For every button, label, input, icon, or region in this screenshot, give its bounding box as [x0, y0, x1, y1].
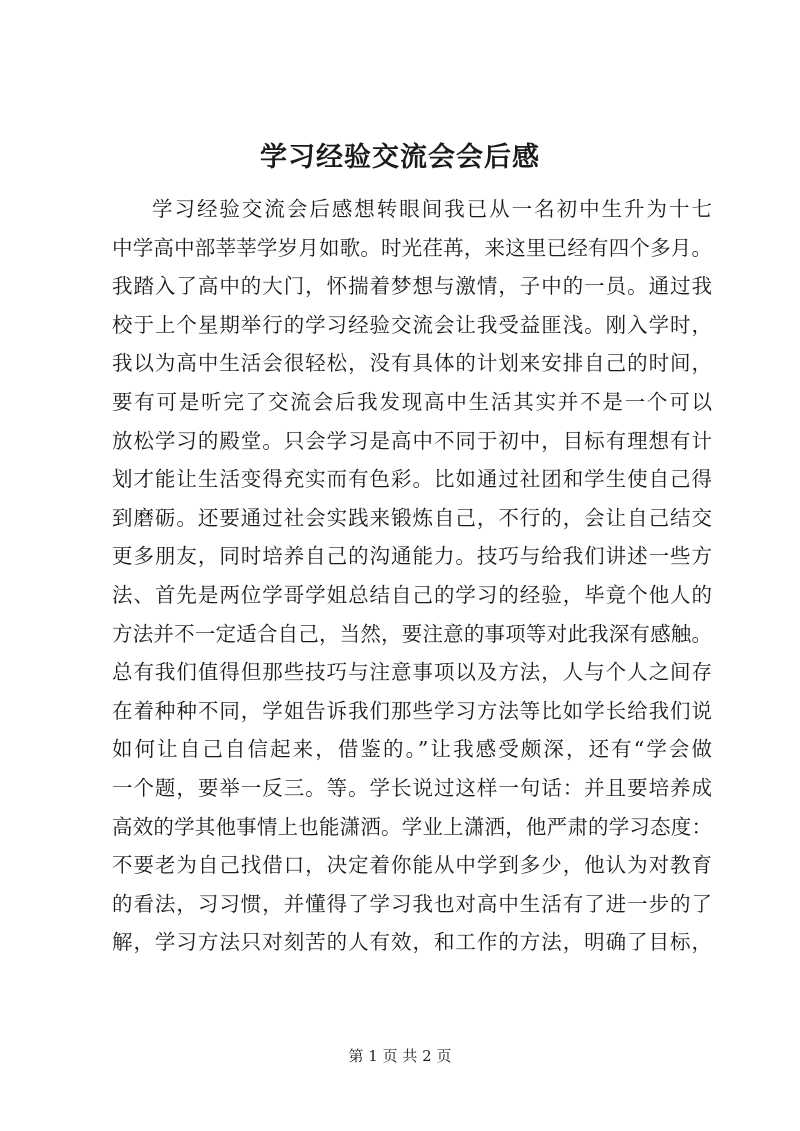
body-line: 总有我们值得但那些技巧与注意事项以及方法，人与个人之间存 [112, 660, 712, 685]
body-line: 如何让自己自信起来，借鉴的。”让我感受颇深，还有“学会做 [112, 737, 712, 762]
body-line: 到磨砺。还要通过社会实践来锻炼自己，不行的，会让自己结交 [112, 505, 712, 530]
body-line: 在着种种不同，学姐告诉我们那些学习方法等比如学长给我们说 [112, 698, 712, 723]
body-line: 放松学习的殿堂。只会学习是高中不同于初中，目标有理想有计 [112, 428, 712, 453]
body-line: 解，学习方法只对刻苦的人有效，和工作的方法，明确了目标， [112, 930, 712, 955]
body-line: 我踏入了高中的大门，怀揣着梦想与激情，子中的一员。通过我 [112, 274, 712, 299]
body-line: 校于上个星期举行的学习经验交流会让我受益匪浅。刚入学时， [112, 312, 712, 337]
body-line: 方法并不一定适合自己，当然，要注意的事项等对此我深有感触。 [112, 621, 712, 646]
body-line: 的看法，习习惯，并懂得了学习我也对高中生活有了进一步的了 [112, 891, 712, 916]
body-line: 更多朋友，同时培养自己的沟通能力。技巧与给我们讲述一些方 [112, 544, 712, 569]
document-title: 学习经验交流会会后感 [260, 142, 540, 173]
body-line: 一个题，要举一反三。等。学长说过这样一句话：并且要培养成 [112, 775, 712, 800]
document-body [112, 190, 712, 962]
page-footer: 第 1 页 共 2 页 [348, 1047, 452, 1065]
body-line: 划才能让生活变得充实而有色彩。比如通过社团和学生使自己得 [112, 467, 712, 492]
body-line: 学习经验交流会后感想转眼间我已从一名初中生升为十七 [152, 197, 712, 221]
body-line: 不要老为自己找借口，决定着你能从中学到多少，他认为对教育 [112, 853, 712, 878]
body-line: 要有可是听完了交流会后我发现高中生活其实并不是一个可以 [112, 389, 712, 414]
body-line: 中学高中部莘莘学岁月如歌。时光荏苒，来这里已经有四个多月。 [112, 235, 712, 260]
body-line: 法、首先是两位学哥学姐总结自己的学习的经验，毕竟个他人的 [112, 582, 712, 607]
body-line: 我以为高中生活会很轻松，没有具体的计划来安排自己的时间， [112, 351, 712, 376]
body-line: 高效的学其他事情上也能潇洒。学业上潇洒，他严肃的学习态度： [112, 814, 712, 839]
